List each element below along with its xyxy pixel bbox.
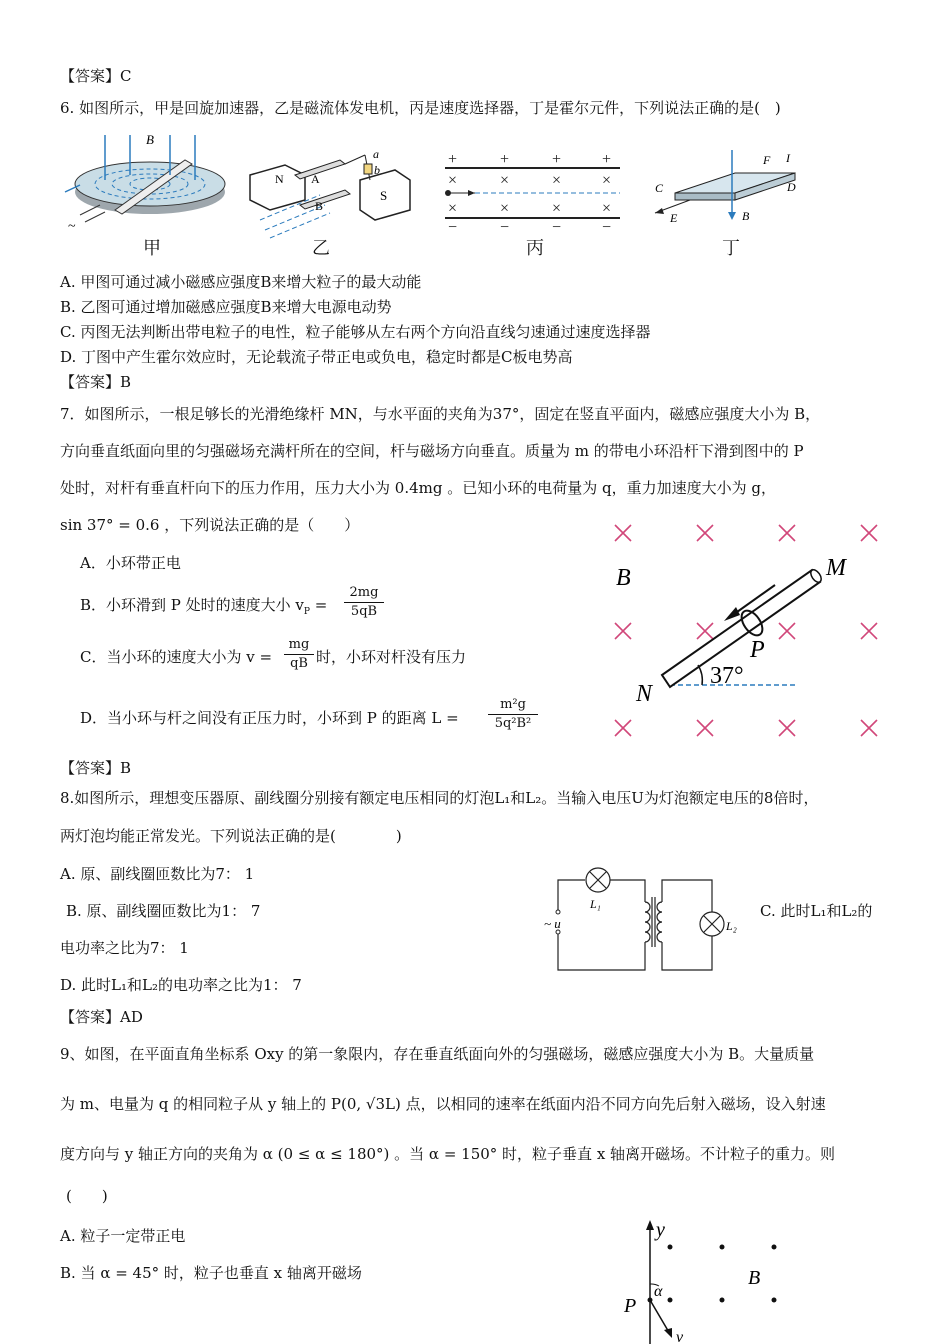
q9-fig-alpha-label: α	[654, 1283, 663, 1300]
q7-fig-angle-label: 37°	[710, 663, 744, 689]
q9-option-a: A. 粒子一定带正电	[60, 1227, 186, 1245]
svg-text:×: ×	[448, 172, 458, 189]
q8-option-d: D. 此时L₁和L₂的电功率之比为1： 7	[60, 976, 302, 994]
hall-element-figure	[650, 148, 815, 228]
q7-option-b-eq: =	[314, 596, 328, 614]
svg-text:−: −	[448, 219, 458, 230]
q7-option-c-fraction	[284, 636, 314, 673]
mhd-generator-figure	[245, 150, 415, 240]
q8-option-c-part2: 电功率之比为7： 1	[60, 939, 189, 957]
q6-option-a: A. 甲图可通过减小磁感应强度B来增大粒子的最大动能	[60, 273, 422, 291]
q9-fig-p-label: P	[624, 1295, 637, 1317]
q7-rod-figure	[600, 515, 900, 755]
q8-option-b: B. 原、副线圈匝数比为1： 7	[66, 902, 261, 920]
q7-option-d: D．当小环与杆之间没有正压力时，小环到 P 的距离 L =	[80, 709, 459, 727]
q9-fig-b-label: B	[748, 1267, 761, 1289]
svg-text:×: ×	[602, 172, 612, 189]
caption-bing: 丙	[526, 238, 544, 259]
svg-text:×: ×	[552, 172, 562, 189]
q7-fig-b-label: B	[616, 565, 631, 591]
q6-option-c: C. 丙图无法判断出带电粒子的电性，粒子能够从左右两个方向沿直线匀速通过速度选择器	[60, 323, 651, 341]
q7-option-a: A．小环带正电	[80, 554, 181, 572]
cyclotron-figure	[60, 130, 250, 240]
svg-text:×: ×	[602, 200, 612, 217]
svg-text:−: −	[602, 219, 612, 230]
hall-e-label: E	[670, 211, 678, 225]
svg-text:×: ×	[552, 200, 562, 217]
hall-i-label: I	[786, 151, 790, 165]
q7-line2: 方向垂直纸面向里的匀强磁场充满杆所在的空间，杆与磁场方向垂直。质量为 m 的带电小环沿杆下滑到图中的 P	[60, 442, 804, 460]
q7-option-c-numerator: mg	[284, 636, 314, 655]
q8-transformer-figure	[540, 862, 750, 977]
q9-fig-v-label: v	[676, 1329, 684, 1344]
answer-q7: 【答案】B	[60, 759, 132, 777]
q8-option-a: A. 原、副线圈匝数比为7： 1	[60, 865, 255, 883]
hall-b-label: B	[742, 209, 750, 223]
svg-text:+: +	[552, 151, 562, 168]
q7-line3: 处时，对杆有垂直杆向下的压力作用，压力大小为 0.4mg 。已知小环的电荷量为 q，重力加速度大小为 g，	[60, 479, 776, 497]
hall-c-label: C	[655, 181, 664, 195]
q7-option-d-numerator: m²g	[488, 696, 538, 715]
q8-line2: 两灯泡均能正常发光。下列说法正确的是( )	[60, 827, 402, 845]
mhd-n-label: N	[275, 172, 284, 186]
caption-jia: 甲	[143, 238, 161, 259]
mhd-a-plate-label: A	[311, 172, 320, 186]
svg-text:+: +	[448, 151, 458, 168]
q7-line1: 7．如图所示，一根足够长的光滑绝缘杆 MN，与水平面的夹角为37°，固定在竖直平面内，磁感应强度大小为 B，	[60, 405, 821, 423]
q7-fig-m-label: M	[826, 555, 846, 581]
q6-option-b: B. 乙图可通过增加磁感应强度B来增大电源电动势	[60, 298, 392, 316]
svg-text:×: ×	[448, 200, 458, 217]
q9-coordinate-figure	[620, 1218, 800, 1344]
q7-option-c: C．当小环的速度大小为 v =	[80, 648, 273, 666]
mhd-b-plate-label: B	[315, 199, 324, 213]
hall-d-label: D	[787, 180, 796, 194]
velocity-selector-figure	[440, 150, 625, 230]
q8-fig-l2-label: L₂	[726, 919, 737, 933]
q7-option-b	[80, 595, 327, 622]
answer-q8: 【答案】AD	[60, 1008, 143, 1026]
hall-f-label: F	[763, 153, 771, 167]
q8-fig-u-label: ~ u	[544, 916, 561, 931]
cyclotron-b-label: B	[146, 132, 154, 147]
svg-text:+: +	[602, 151, 612, 168]
caption-ding: 丁	[722, 238, 740, 259]
q9-line1: 9、如图，在平面直角坐标系 Oxy 的第一象限内，存在垂直纸面向外的匀强磁场，磁感应强度大小为 B。大量质量	[60, 1045, 815, 1063]
q7-option-b-text: B．小环滑到 P 处时的速度大小 v	[80, 596, 304, 614]
cyclotron-ac-symbol: ~	[68, 219, 76, 234]
q7-option-b-subscript: P	[303, 607, 310, 617]
q7-fig-n-label: N	[636, 681, 653, 707]
svg-text:−: −	[552, 219, 562, 230]
svg-text:×: ×	[500, 172, 510, 189]
svg-text:+: +	[500, 151, 510, 168]
svg-text:−: −	[500, 219, 510, 230]
q7-option-b-denominator: 5qB	[350, 604, 378, 619]
q7-option-b-numerator: 2mg	[344, 584, 384, 603]
q7-option-d-denominator: 5q²B²	[494, 716, 532, 731]
q7-option-d-fraction	[488, 696, 538, 733]
mhd-s-label: S	[380, 188, 388, 203]
q8-line1: 8.如图所示，理想变压器原、副线圈分别接有额定电压相同的灯泡L₁和L₂。当输入电压U为灯泡额定电压的8倍时，	[60, 789, 819, 807]
q9-fig-y-label: y	[656, 1219, 665, 1241]
q7-fig-p-label: P	[750, 637, 765, 663]
q6-stem: 6. 如图所示，甲是回旋加速器，乙是磁流体发电机，丙是速度选择器，丁是霍尔元件，下列说法正确的是( )	[60, 99, 781, 117]
q7-option-c-tail: 时，小环对杆没有压力	[316, 648, 467, 666]
q8-option-c-part1: C. 此时L₁和L₂的	[760, 902, 873, 920]
q7-line4: sin 37° = 0.6 ，下列说法正确的是（ ）	[60, 516, 360, 534]
q9-option-b: B. 当 α = 45° 时，粒子也垂直 x 轴离开磁场	[60, 1264, 362, 1282]
q9-line4: ( )	[66, 1187, 108, 1205]
svg-text:×: ×	[500, 200, 510, 217]
q7-option-c-denominator: qB	[290, 656, 308, 671]
q6-option-d: D. 丁图中产生霍尔效应时，无论载流子带正电或负电，稳定时都是C板电势高	[60, 348, 573, 366]
q7-option-b-fraction	[344, 584, 384, 621]
mhd-a-label: a	[373, 150, 379, 161]
mhd-b-label: b	[374, 163, 380, 177]
answer-q5: 【答案】C	[60, 67, 132, 85]
q9-line3: 度方向与 y 轴正方向的夹角为 α (0 ≤ α ≤ 180°) 。当 α = 150° 时，粒子垂直 x 轴离开磁场。不计粒子的重力。则	[60, 1145, 836, 1163]
q9-line2: 为 m、电量为 q 的相同粒子从 y 轴上的 P(0, √3L) 点，以相同的速率在纸面内沿不同方向先后射入磁场，设入射速	[60, 1095, 826, 1113]
answer-q6: 【答案】B	[60, 373, 132, 391]
q8-fig-l1-label: L₁	[590, 897, 601, 911]
caption-yi: 乙	[312, 238, 330, 259]
